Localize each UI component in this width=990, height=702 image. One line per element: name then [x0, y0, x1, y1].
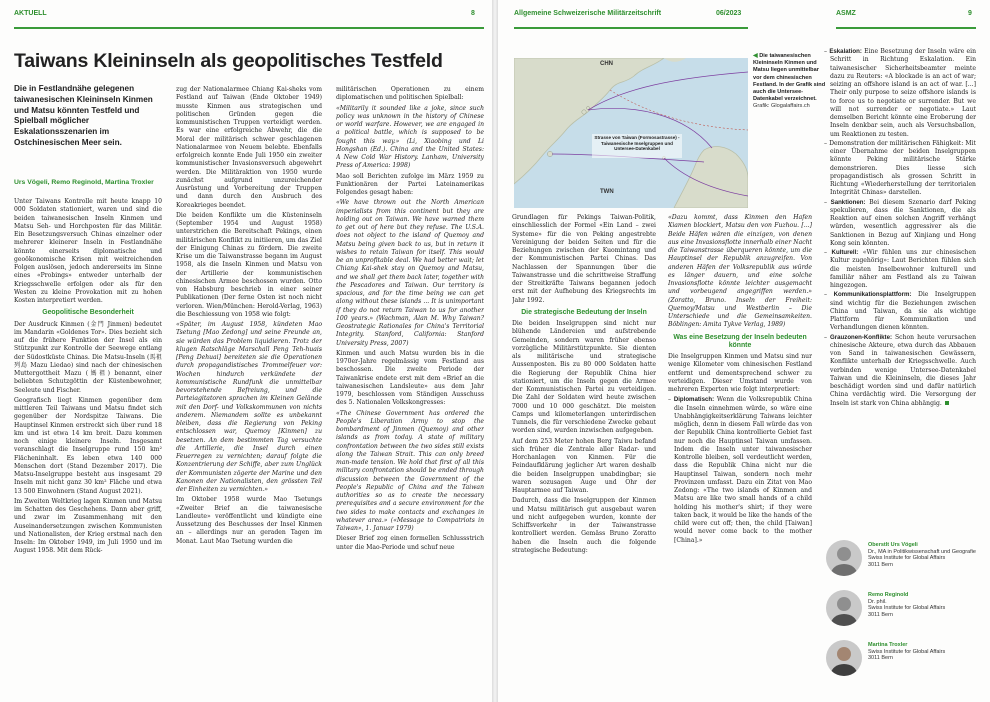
author-degree: Dr. phil.	[868, 598, 887, 605]
publication-name: Allgemeine Schweizerische Militärzeitschrift	[514, 10, 662, 17]
list-item: – Kulturell: «Wir fühlen uns zur chinesischen Kultur zugehörig»: Laut Berichten fühlen sich die meisten Inselbewohner kulturell und familiär näher am Festland als zu Taiwan hingezogen.	[824, 249, 976, 289]
map-graphic	[514, 58, 748, 208]
quote: «Militarily it sounded like a joke, since such policy was unknown in the history of Chinese or world warfare. However, we are engaged in a political battle, which is supposed to be fought this way.» (Li, Xiaobing und Li Hongshan (Ed.). China and the United States: A New Cold War History. Lanham, University Press of America: 1998)	[336, 104, 484, 170]
article-lead: Die in Festlandnähe gelegenen taiwanesischen Kleininseln Kinmen und Matsu könnten Testfeld und Spielball möglicher Eskalationsszenarien im Ostchinesischen Meer sein.	[14, 84, 153, 147]
page-number-right: 9	[968, 10, 972, 17]
article-authors: Urs Vögeli, Remo Reginold, Martina Troxler	[14, 179, 154, 186]
bullet-list	[668, 396, 812, 545]
issue-number: 06/2023	[716, 10, 742, 17]
list-item: – Diplomatisch: Wenn die Volksrepublik China die Inseln einnehmen würde, so wäre eine Unabhängigkeitserklärung Taiwans leichter möglich, denn in diesem Fall würde das von der Republik China kontrollierte Gebiet fast nur noch die Hauptinsel Taiwan umfassen. Indem die Inseln unter taiwanesischer Kontrolle bleiben, soll verdeutlicht werden, dass die Republik China nicht nur die Hauptinsel Taiwan, sondern noch mehr Provinzen umfasst. Dazu ein Zitat von Mao Zedong: «The two islands of Kinmen and Matsu are like two small hands of a child holding his mother's shirt; if they were taken back, it would be like the hands of the child were cut off; then, the child [Taiwan] would never come back to the mother [China].»	[668, 396, 812, 544]
header-rule-right-a	[514, 27, 748, 29]
header-rule-left	[14, 27, 484, 29]
subheading: Was eine Besetzung der Inseln bedeuten könnte	[673, 333, 807, 349]
list-item: – Kommunikationsplattform: Die Inselgruppen sind wichtig für die Beziehungen zwischen China und Taiwan, da sie als wichtige Plattform für Kommunikation und Verhandlungen dienen könnten.	[824, 291, 976, 332]
bullet-text: Bei diesem Szenario darf Peking spekulieren, dass die Sanktionen, die als Reaktion auf einen solchen Angriff verhängt würden, wesentlich aggressiver als die Sanktionen in Bezug auf Xinjiang und Hong Kong sein könnten.	[830, 198, 976, 247]
paragraph: Der Ausdruck Kinmen (金門 Jinmen) bedeutet im Mandarin «Goldenes Tor». Dies bezieht sich auf die frühere Funktion der Insel als ein Stützpunkt zur Kontrolle der Seewege entlang der Südostküste Chinas. Die Matsu-Inseln (馬祖列島 Mazu Liedao) sind nach der chinesischen Muttergottheit Mazu (媽祖) benannt, einer beliebten Schutzgöttin der Küstenbewohner, Seeleute und Fischer.	[14, 320, 162, 394]
list-item: – Sanktionen: Bei diesem Szenario darf Peking spekulieren, dass die Sanktionen, die als Reaktion auf einen solchen Angriff verhängt würden, wesentlich aggressiver als die Sanktionen in Bezug auf Xinjiang und Hong Kong sein könnten.	[824, 198, 976, 247]
person-silhouette-icon	[826, 540, 862, 576]
map-label-strait: Strasse von Taiwan (Formosastrasse) - Taiwanesische Inselgruppen und Unterseе-Datenkabel	[594, 135, 680, 152]
paragraph: Mao soll Berichten zufolge im März 1959 zu Funktionären der Partei Lateinamerikas Folgendes gesagt haben:	[336, 172, 484, 196]
paragraph: Unter Taiwans Kontrolle mit heute knapp 10 000 Soldaten stationiert, waren und sind die beiden taiwanesischen Inseln Kinmen und Matsu Seh- und Horchposten für das Militär. Ein Besetzungsversuch Chinas einzelner oder mehrerer kleinerer Inseln in Festlandnähe könnte einerseits diplomatische und geoökonomische Krisen mit weitreichenden Folgen auslösen, jedoch andererseits im Sinne eines «Probings» entweder unterhalb der Kriegsschwelle erfolgen oder als für den Westen zu kleine Provokation mit zu hohen Kosten interpretiert werden.	[14, 198, 162, 304]
author-bio-text	[868, 642, 945, 662]
text-column-2	[176, 86, 322, 696]
person-silhouette-icon	[826, 640, 862, 676]
paragraph: Geografisch liegt Kinmen gegenüber dem mittleren Teil Taiwans und Matsu findet sich gegenüber der Nordspitze Taiwans. Die Hauptinsel Kinmen erstreckt sich über rund 18 km und ist etwa 14 km breit. Dazu kommen noch einige kleinere Inseln. Insgesamt veranschlagt die Inselgruppe rund 150 km² Flächeninhalt. Es leben etwa 140 000 Menschen dort (Stand Dezember 2017). Die Matsu-Inselgruppe besteht aus insgesamt 29 Inseln mit nicht ganz 30 km² Fläche und etwa 13 500 Einwohnern (Stand August 2021).	[14, 396, 162, 495]
paragraph: Die Inselgruppen Kinmen und Matsu sind nur wenige Kilometer vom chinesischen Festland entfernt und dementsprechend schwer zu verteidigen. Dieser Umstand wurde von mehreren Experten wie folgt interpretiert:	[668, 353, 812, 393]
author-city: 3011 Bern	[868, 562, 893, 569]
quote: «We have thrown out the North American imperialists from this continent but they are holding out on Taiwan. We have warned them to get out of here but they refuse. The U.S.A. does not object to the island of Quemoy and Matsu being given back to us, but in return it wishes to retain Taiwan for itself. This would be an unprofitable deal. We had better wait; let Chiang Kai-shek stay on Quemoy and Matsu, and we shall get them back later, together with the Pescadores and Taiwan. Our territory is spacious, and for the time being we can get along without these islands ... It is unimportant if they do not return Taiwan to us for another 100 years.» (Wachman, Alan M. Why Taiwan? Geostrategic Rationales for China's Territorial Integrity. Stanford, California: Stanford University Press, 2007)	[336, 199, 484, 347]
paragraph: Dadurch, dass die Inselgruppen der Kinmen und Matsu militärisch gut ausgebaut waren und nicht aufgegeben wurden, konnte der Schiffsverkehr in der Taiwanstrasse kontrolliert werden. Gemäss Bruno Zoratto haben die Inseln auch die folgende strategische Bedeutung:	[512, 497, 656, 554]
caption-text: Die taiwanesischen Kleininseln Kinmen und Matsu liegen unmittelbar vor dem chinesischen Festland. In der Grafik sind auch die Unterseе-Datenkabel verzeichnet.	[753, 53, 826, 103]
author-bio	[826, 540, 976, 585]
text-column-4	[512, 214, 656, 696]
author-name: Remo Reginold	[868, 592, 909, 598]
bullet-text: Eine Besetzung der Inseln wäre ein Schritt in Richtung Eskalation. Ein taiwanesischer Sicherheitsbeamter meinte dazu zu Reuters: «A blockade is an act of war; seizing an offshore island is an act of war. [...] Their only purpose to seize offshore islands is to force us to negotiate or surrender. But we will not surrender or negotiate.» Laut demselben Bericht könnte eine Eroberung der Inseln denkbar sein, auch als Versuchsballon, um Reaktionen zu testen.	[830, 48, 976, 138]
section-label-right: ASMZ	[836, 10, 856, 17]
quote: «Dazu kommt, dass Kinmen den Hafen Xiamen blockiert, Matsu den von Fuzhou. [...] Beide Häfen wären die einzigen, von denen aus eine Invasionsflotte innerhalb einer Nacht die Taiwanstrasse überqueren könnte, um die Hauptinsel der Republik anzugreifen. Von anderen Häfen der Volksrepublik aus würde es länger dauern, und eine solche Invasionsflotte könnte leichter ausgemacht und vorbeugend angegriffen werden.» (Zoratto, Bruno. Inseln der Freiheit: Quemoy/Matsu und Westberlin – Die Unterschiede und die Gemeinsamkeiten. Böblingen: Amita Tykve Verlag, 1989)	[668, 214, 812, 329]
bullet-label: Kommunikationsplattform:	[833, 291, 912, 299]
kinmen-islands	[547, 151, 552, 156]
paragraph: Im Oktober 1958 wurde Mao Tsetungs «Zweiter Brief an die taiwanesische Landleute» veröffentlicht und kündigte eine Aussetzung des Beschusses der Insel Kinmen an – allerdings nur an geraden Tagen im Monat. Laut Mao Tsetung wurden die	[176, 496, 322, 545]
paragraph: Die beiden Inselgruppen sind nicht nur blühende Ländereien und aufstrebende Gemeinden, sondern waren früher ebenso vorzügliche Militärstützpunkte. Sie dienten als militärische und strategische Aussenposten. Bis zu 80 000 Soldaten hatte die Regierung der Republik China hier stationiert, um die Inseln gegen die Armee der Kommunistischen Partei zu verteidigen. Die Zahl der Soldaten wird heute zwischen 7000 und 10 000 geschätzt. Die meisten Camps und kilometerlangen unterirdischen Tunnels, die für verschiedene Zwecke gebaut worden sind, wurden inzwischen aufgegeben.	[512, 320, 656, 435]
text-column-1	[14, 198, 162, 696]
bullet-text: Demonstration der militärischen Fähigkeit: Mit einer Übernahme der beiden Inselgruppen könnte Peking militärische Stärke demonstrieren. Dies liesse sich propagandistisch als grossen Schritt in Richtung «Wiederherstellung der territorialen Integrität Chinas» darstellen.	[829, 139, 976, 197]
paragraph: militärischen Operationen zu einem diplomatischen und politischen Spielball:	[336, 86, 484, 102]
author-name: Oberstlt Urs Vögeli	[868, 542, 918, 548]
bullet-label: Eskalation:	[829, 48, 862, 55]
map-label-china: CHN	[600, 61, 613, 67]
quote: «The Chinese Government has ordered the People's Liberation Army to stop the bombardment of Jinmen (Quemoy) and other islands as from today. A state of military confrontation between the two sides still exists along the Taiwan Strait. This can only breed man-made tension. We hold that first of all this military confrontation should be ended through discussion between the Government of the People's Republic of China and the Taiwan authorities so as to create the necessary prerequisites and a secure environment for the two sides to make contacts and exchanges in whatever area.» («Message to Compatriots in Taiwan», 1. Januar 1979)	[336, 409, 484, 532]
author-photo	[826, 640, 862, 676]
bullet-label: Diplomatisch:	[673, 396, 715, 404]
paragraph: Im Zweiten Weltkrieg lagen Kinmen und Matsu im Schatten des Geschehens. Dann aber griff, und zwar im Zusammenhang mit den Auseinandersetzungen zwischen Kommunisten und Nationalisten, der Krieg erstmal nach den Inseln: Im Oktober 1949, im Juli 1950 und im August 1958. Mit dem Rück-	[14, 497, 162, 555]
author-photo	[826, 590, 862, 626]
caption-arrow-icon: ◀	[753, 53, 758, 59]
list-item: – Demonstration der militärischen Fähigkeit: Mit einer Übernahme der beiden Inselgruppen könnte Peking militärische Stärke demonstrieren. Dies liesse sich propagandistisch als grossen Schritt in Richtung «Wiederherstellung der territorialen Integrität Chinas» darstellen.	[824, 139, 976, 197]
subheading: Die strategische Bedeutung der Inseln	[521, 308, 647, 316]
end-mark-icon	[945, 401, 949, 405]
cable-line-dashed	[610, 90, 748, 130]
paragraph: Grundlagen für Pekings Taiwan-Politik, einschliesslich der Formel «Ein Land – zwei Systeme» für die von Peking angestrebte Vereinigung der beiden Seiten und für die Beziehungen zwischen der Kuomintang und der Kommunistischen Partei Chinas. Das Nachlassen der Spannungen über die Taiwanstrasse und die schrittweise Straffung der Streitkräfte Taiwans begannen jedoch erst mit der Aufhebung des Kriegsrechts im Jahr 1992.	[512, 214, 656, 304]
china-landmass	[514, 58, 664, 184]
list-item: – Grauzonen-Konflikte: Schon heute verursachen chinesische Akteure, etwa durch das Abbauen von Sand in taiwanesischen Gewässern, Konflikte unterhalb der Kriegsschwelle. Auch verbinden wenige Unterseе-Datenkabel Taiwan und die Kleininseln, die dieses Jahr beschädigt worden sind und dafür natürlich China verdächtig wird. Die Versorgung der Inseln ist stark von China abhängig.	[824, 333, 976, 407]
author-photo	[826, 540, 862, 576]
text-column-3	[336, 86, 484, 696]
article-title: Taiwans Kleininseln als geopolitisches Testfeld	[14, 50, 443, 72]
matsu-islands	[582, 110, 586, 114]
bullet-text: «Wir fühlen uns zur chinesischen Kultur zugehörig»: Laut Berichten fühlen sich die meisten Inselbewohner kulturell und familiär näher am Festland als zu Taiwan hingezogen.	[830, 249, 976, 289]
author-city: 3011 Bern	[868, 612, 893, 619]
paragraph: Die beiden Konflikte um die Küsteninseln (September 1954 und August 1958) unterstrichen die Bereitschaft Pekings, einen militärischen Konflikt zu initiieren, um das Ziel der Einigung Chinas zu fördern. Die zweite Krise um die Taiwanstrasse begann im August 1958, als die Inseln Kinmen und Matsu von der Artillerie der kommunistischen chinesischen Armee beschossen wurden. Otto von Habsburg beschrieb in einer seiner Publikationen (Der ferne Osten ist noch nicht verloren. Wien/München: Herold-Verlag, 1963) die Beschiessung von 1958 wie folgt:	[176, 211, 322, 318]
bullet-label: Sanktionen:	[830, 198, 866, 206]
bullet-text: Die Inselgruppen sind wichtig für die Beziehungen zwischen China und Taiwan, da sie als wichtige Plattform für Kommunikation und Verhandlungen dienen könnten.	[830, 291, 976, 332]
author-bio-text	[868, 542, 976, 569]
author-bio	[826, 590, 976, 635]
map-label-taiwan: TWN	[600, 189, 614, 195]
paragraph: Auf dem 253 Meter hohen Berg Taiwu befand sich früher die Zentrale aller Radar- und Horchanlagen von Kinmen. Für die Feindaufklärung jeglicher Art waren deshalb die beiden Inselgruppen unabdingbar; sie waren sozusagen Auge und Ohr der Hauptarmee auf Taiwan.	[512, 437, 656, 494]
author-institution: 3011 Bern	[868, 655, 893, 662]
text-column-5	[668, 214, 812, 696]
header-rule-right-b	[836, 27, 976, 29]
coast-fragment	[664, 58, 686, 62]
author-degree: Dr., MA in Politikwissenschaft und Geografie	[868, 548, 976, 555]
bullet-text: Schon heute verursachen chinesische Akteure, etwa durch das Abbauen von Sand in taiwanesischen Gewässern, Konflikte unterhalb der Kriegsschwelle. Auch verbinden wenige Unterseе-Datenkabel Taiwan und die Kleininseln, die dieses Jahr beschädigt worden sind und dafür natürlich China verdächtig wird. Die Versorgung der Inseln ist stark von China abhängig.	[830, 333, 976, 407]
quote: «Später, im August 1958, kündeten Mao Tsetung [Mao Zedong] und seine Freunde an, sie würden das Problem liquidieren. Trotz der klugen Ratschläge Marschall Peng Teh-huais [Peng Dehuai] bereiteten sie die Operationen durch propagandistisches Trommelfeuer vor: Wochen hindurch verkündete der kommunistische Rundfunk die unmittelbar bevorstehende Befreiung, und die Parteiagitatoren sprachen im Kleinen Gelände mit den Dorf- und Volkskommunen von nichts anderem. Niemandem sollte es unbekannt bleiben, dass die Regierung von Peking entschlossen war, Quemoy [Kinmen] zu besetzen. An dem bestimmten Tag versuchte die Artillerie, die Insel durch einen Feuerregen zu vernichten; darauf folgte die Konzentrierung der Schiffe, aber zum Unglück der Kommunisten zögerte der Marine und den Kanonen der Nationalisten, den grössten Teil der Einheiten zu vernichten.»	[176, 321, 322, 493]
paragraph: Kinmen und auch Matsu wurden bis in die 1970er-Jahre regelmässig vom Festland aus beschossen. Die zweite Periode der Taiwankrise endete erst mit dem «Brief an die taiwanesischen Landsleute» aus dem Jahr 1979, beschlossen vom Ständigen Ausschuss des 5. Nationalen Volkskongresses:	[336, 349, 484, 407]
section-label-left: AKTUELL	[14, 10, 47, 17]
paragraph: Dieser Brief zog einen formellen Schlussstrich unter die Mao-Periode und schuf neue	[336, 535, 484, 551]
author-degree: Swiss Institute for Global Affairs	[868, 648, 946, 655]
person-silhouette-icon	[826, 590, 862, 626]
author-institution: Swiss Institute for Global Affairs	[868, 555, 946, 562]
list-item: – Eskalation: Eine Besetzung der Inseln wäre ein Schritt in Richtung Eskalation. Ein taiwanesischer Sicherheitsbeamter meinte dazu zu Reuters: «A blockade is an act of war; seizing an offshore island is an act of war. [...] Their only purpose to seize offshore islands is to force us to negotiate or surrender. But we will not surrender or negotiate.» Laut demselben Bericht könnte eine Eroberung der Inseln denkbar sein, auch als Versuchsballon, um Reaktionen zu testen.	[824, 48, 976, 138]
author-bio-text	[868, 592, 945, 619]
paragraph: zug der Nationalarmee Chiang Kai-sheks vom Festland auf Taiwan (Ende Oktober 1949) musste Kinmen aus strategischen und politischen Gründen gegen die kommunistischen Truppen verteidigt werden. Es war eine erfolgreiche Abwehr, die die Moral der militärisch schwer geschlagenen Nationalarmee von Neuem belebte. Ebenfalls erfolgreich konnte Ende Juli 1950 ein zweiter kommunistischer Invasionsversuch abgewehrt werden. Die Militäraktion von 1950 wurde zunächst aufgrund unzureichender Ausrüstung und Vorbereitung der Truppen und dann durch den Ausbruch des Koreakrieges beendet.	[176, 86, 322, 209]
bullet-text: Wenn die Volksrepublik China die Inseln einnehmen würde, so wäre eine Unabhängigkeitserklärung Taiwans leichter möglich, denn in diesem Fall würde das von der Republik China kontrollierte Gebiet fast nur noch die Hauptinsel Taiwan umfassen. Indem die Inseln unter taiwanesischer Kontrolle bleiben, soll verdeutlicht werden, dass die Republik China nicht nur die Hauptinsel Taiwan, sondern noch mehr Provinzen umfasst. Dazu ein Zitat von Mao Zedong: «The two islands of Kinmen and Matsu are like two small hands of a child holding his mother's shirt; if they were taken back, it would be like the hands of the child were cut off; then, the child [Taiwan] would never come back to the mother [China].»	[674, 396, 812, 544]
subheading: Geopolitische Besonderheit	[42, 309, 134, 317]
caption-source: Grafik: Glogalaffairs.ch	[753, 103, 810, 110]
bullet-list	[824, 48, 976, 408]
map-caption	[753, 53, 829, 111]
left-page	[0, 0, 492, 702]
bullet-label: Grauzonen-Konflikte:	[830, 333, 892, 341]
author-bio	[826, 640, 976, 685]
taiwan-landmass	[674, 147, 748, 208]
text-column-6	[824, 48, 976, 524]
author-name: Martina Troxler	[868, 642, 908, 648]
bullet-label: Kulturell:	[831, 249, 859, 256]
page-number-left: 8	[471, 10, 475, 17]
author-institution: Swiss Institute for Global Affairs	[868, 605, 946, 612]
taiwan-strait-map	[514, 58, 748, 208]
